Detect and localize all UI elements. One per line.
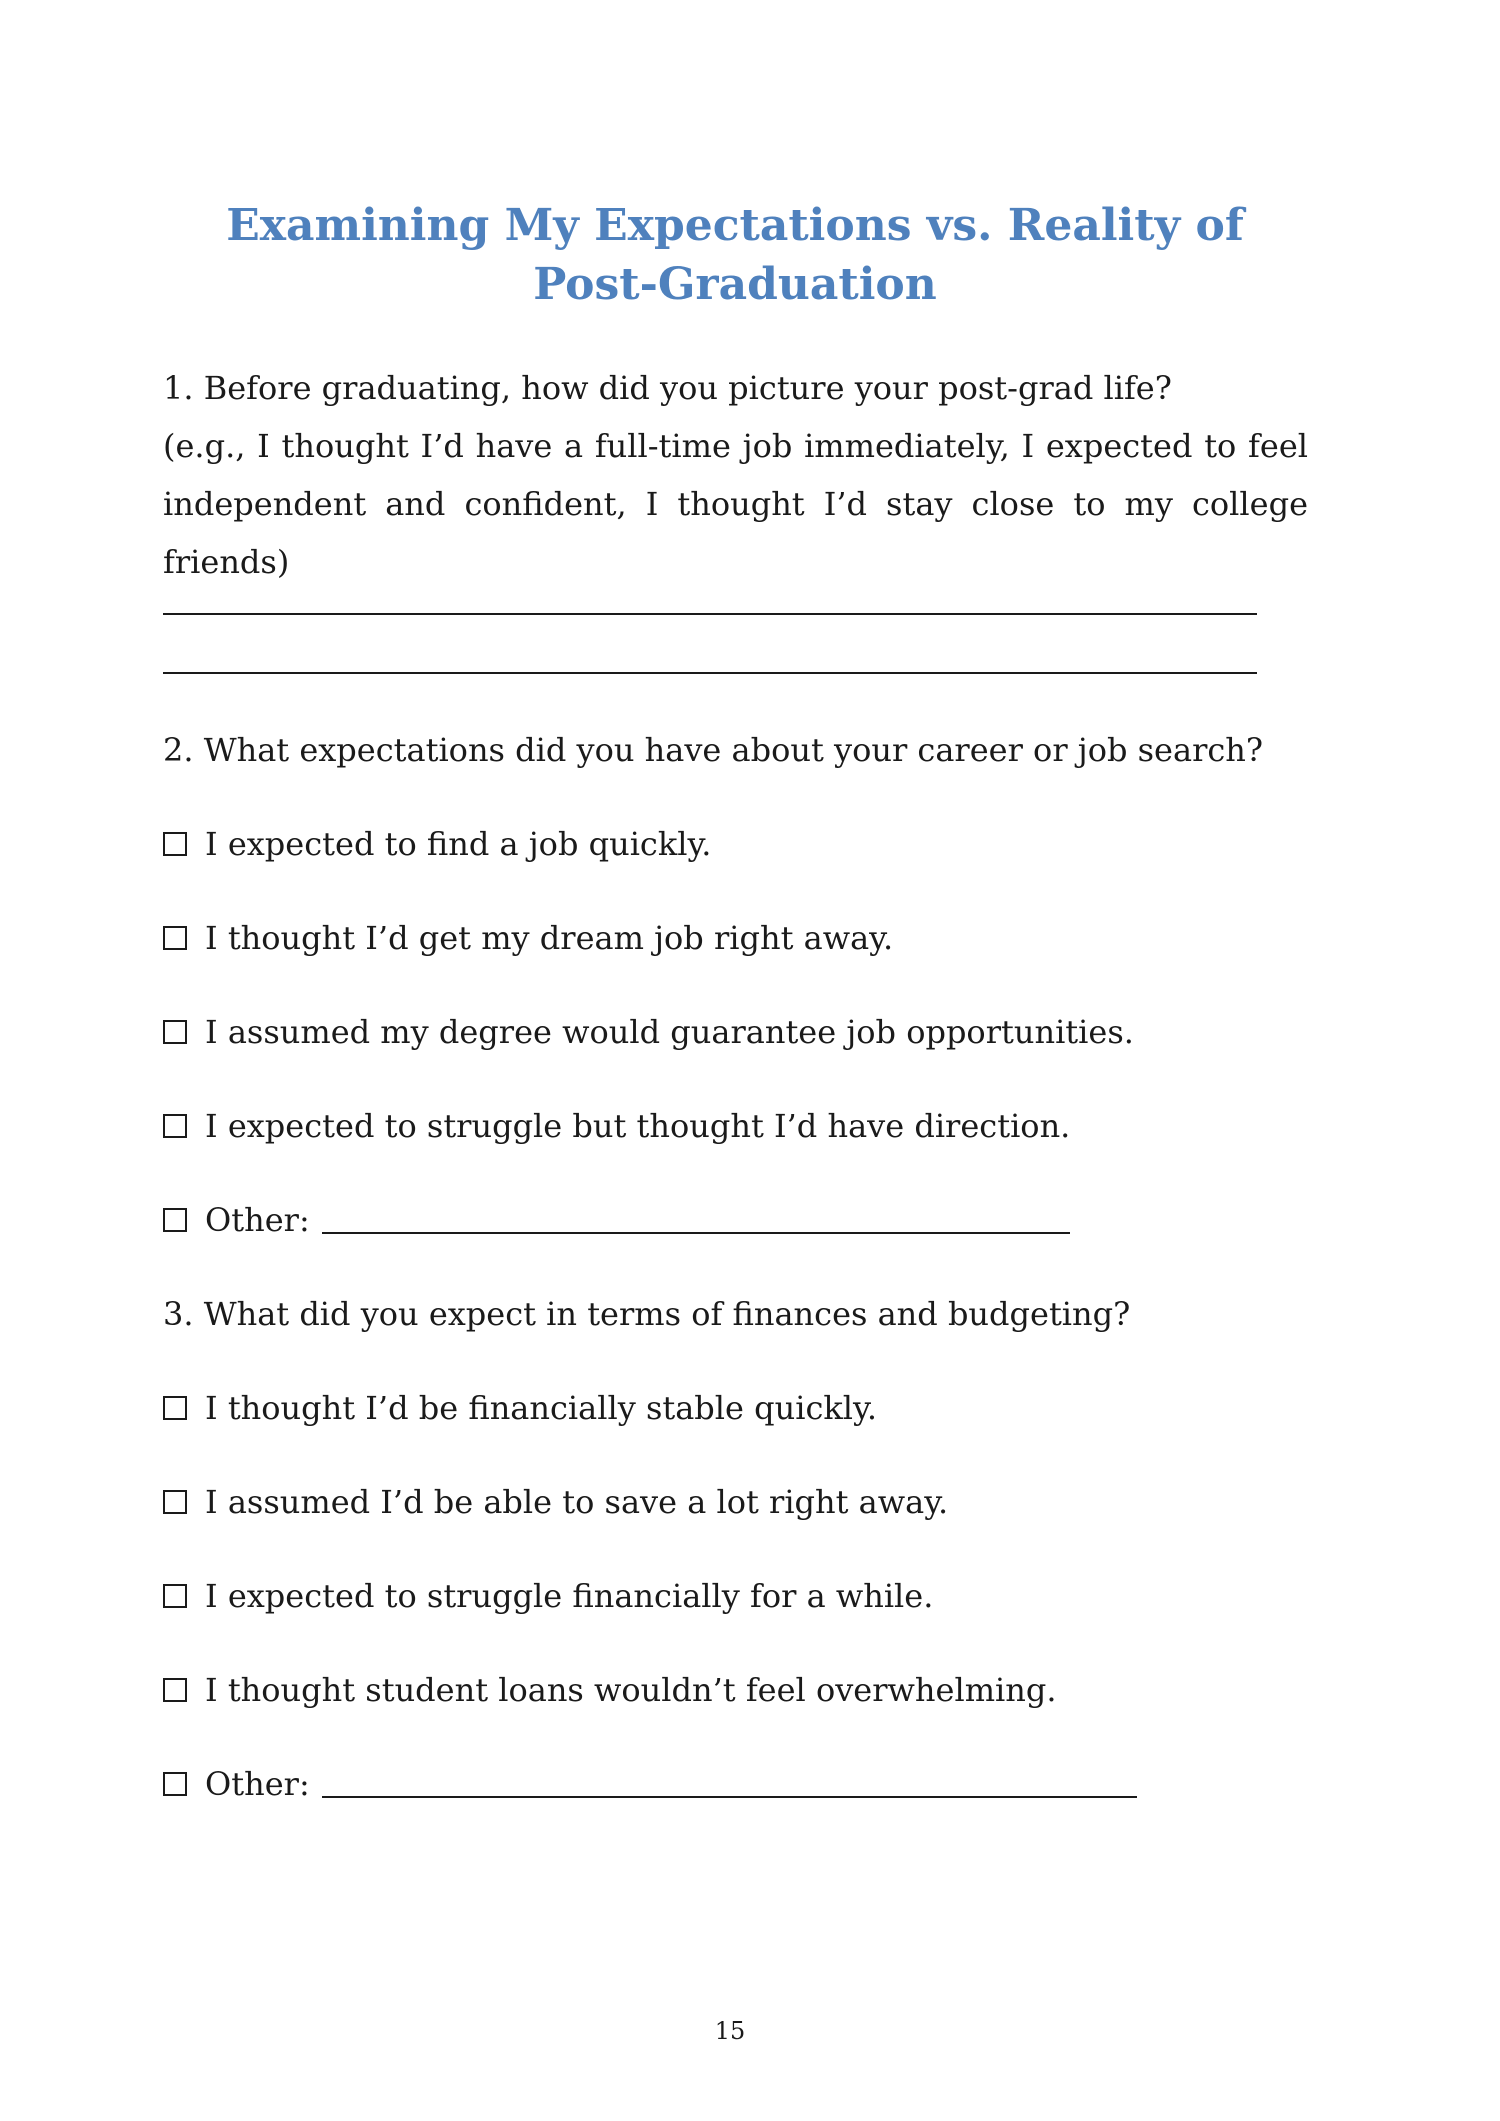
q2-option-2[interactable]: [163, 918, 893, 958]
q3-option-1-label: I thought I’d be financially stable quickly.: [205, 1389, 877, 1427]
checkbox-icon[interactable]: [163, 1114, 187, 1138]
question-1-text: 1. Before graduating, how did you picture your post-grad life?: [163, 369, 1172, 407]
q3-option-4[interactable]: [163, 1670, 1057, 1710]
q3-option-other[interactable]: [163, 1764, 1137, 1804]
answer-line-2[interactable]: [163, 672, 1257, 674]
checkbox-icon[interactable]: [163, 1490, 187, 1514]
q2-other-label: Other:: [205, 1201, 310, 1239]
question-2-text: 2. What expectations did you have about your career or job search?: [163, 731, 1264, 769]
q2-option-3[interactable]: [163, 1012, 1134, 1052]
q3-option-1[interactable]: [163, 1388, 877, 1428]
page-number: 15: [714, 2017, 746, 2045]
q3-other-fill-line[interactable]: [322, 1796, 1137, 1798]
q3-option-3[interactable]: [163, 1576, 933, 1616]
q3-option-4-label: I thought student loans wouldn’t feel overwhelming.: [205, 1671, 1057, 1709]
q2-option-4[interactable]: [163, 1106, 1070, 1146]
q2-option-4-label: I expected to struggle but thought I’d have direction.: [205, 1107, 1071, 1145]
q2-other-fill-line[interactable]: [322, 1232, 1070, 1234]
question-1-example: (e.g., I thought I’d have a full-time job immediately, I expected to feel independent and confident, I thought I’d stay close to my college friends): [163, 427, 1308, 581]
checkbox-icon[interactable]: [163, 1772, 187, 1796]
q3-other-label: Other:: [205, 1765, 310, 1803]
checkbox-icon[interactable]: [163, 832, 187, 856]
checkbox-icon[interactable]: [163, 1020, 187, 1044]
q3-option-3-label: I expected to struggle financially for a while.: [205, 1577, 934, 1615]
question-3-text: 3. What did you expect in terms of finances and budgeting?: [163, 1295, 1131, 1333]
q2-option-1[interactable]: [163, 824, 711, 864]
q2-option-other[interactable]: [163, 1200, 1070, 1240]
checkbox-icon[interactable]: [163, 926, 187, 950]
checkbox-icon[interactable]: [163, 1208, 187, 1232]
q2-option-1-label: I expected to find a job quickly.: [205, 825, 712, 863]
page-title: Examining My Expectations vs. Reality of Post-Graduation: [226, 200, 1244, 310]
q2-option-2-label: I thought I’d get my dream job right away.: [205, 919, 894, 957]
checkbox-icon[interactable]: [163, 1396, 187, 1420]
answer-line-1[interactable]: [163, 613, 1257, 615]
q3-option-2-label: I assumed I’d be able to save a lot right away.: [205, 1483, 949, 1521]
q3-option-2[interactable]: [163, 1482, 948, 1522]
q2-option-3-label: I assumed my degree would guarantee job opportunities.: [205, 1013, 1134, 1051]
question-1-block: [163, 359, 1308, 591]
checkbox-icon[interactable]: [163, 1678, 187, 1702]
checkbox-icon[interactable]: [163, 1584, 187, 1608]
